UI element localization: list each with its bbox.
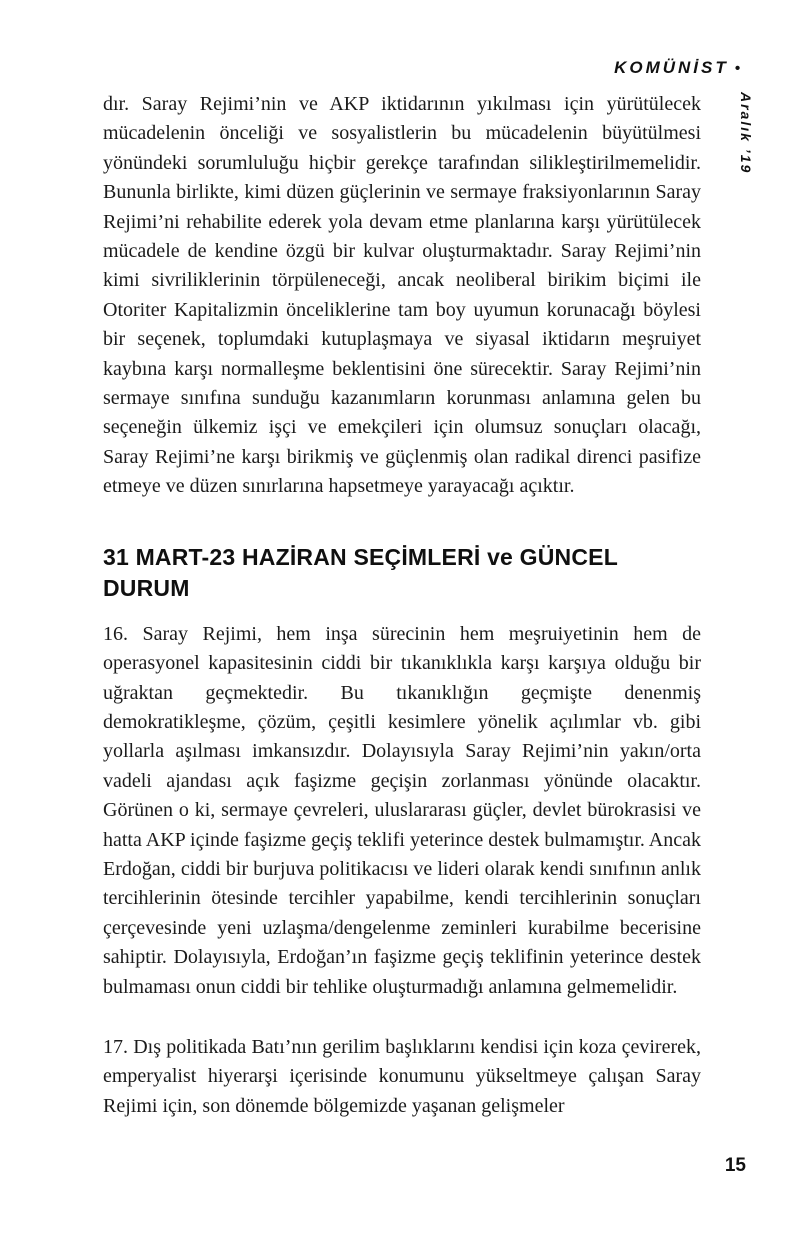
journal-title: KOMÜNİST (614, 58, 729, 77)
paragraph-continuation: dır. Saray Rejimi’nin ve AKP iktidarının yıkılması için yürütülecek mücadelenin önceliği ve sosyalistlerin bu mücadelenin büyütülmesi yönündeki sorumluluğu hiçbir gerekçe tarafından silikleştirilmemelidir. Bununla birlikte, kimi düzen güçlerinin ve sermaye fraksiyonlarının Saray Rejimi’ni rehabilite ederek yola devam etme planlarına karşı yürütülecek mücadele de kendine özgü bir kulvar oluşturmaktadır. Saray Rejimi’nin kimi sivriliklerinin törpüleneceği, ancak neoliberal birikim biçimi ile Otoriter Kapitalizmin önceliklerine tam boy uyumun korunacağı böylesi bir seçenek, toplumdaki kutuplaşmaya ve siyasal iktidarın meşruiyet kaybına karşı normalleşme beklentisini öne sürecektir. Saray Rejimi’nin sermaye sınıfına sunduğu kazanımların korunması anlamına gelen bu seçeneğin ülkemiz işçi ve emekçileri için olumsuz sonuçları olacağı, Saray Rejimi’ne karşı birikmiş ve güçlenmiş olan radikal direnci pasifize etmeye ve düzen sınırlarına hapsetmeye yarayacağı açıktır. (103, 93, 701, 498)
masthead-bullet-icon: • (734, 60, 740, 77)
issue-date: Aralık ’19 (738, 92, 754, 175)
paragraph-17: 17. Dış politikada Batı’nın gerilim başlıklarını kendisi için koza çevirerek, emperyalist hiyerarşi içerisinde konumunu yükseltmeye çalışan Saray Rejimi için, son dönemde bölgemizde yaşanan gelişmeler (103, 1035, 701, 1117)
journal-masthead (614, 58, 740, 78)
paragraph-16: 16. Saray Rejimi, hem inşa sürecinin hem meşruiyetinin hem de operasyonel kapasitesinin ciddi bir tıkanıklıkla karşı karşıya olduğu bir uğraktan geçmektedir. Bu tıkanıklığın geçmişte denenmiş demokratikleşme, çözüm, çeşitli kesimlere yönelik açılımlar vb. gibi yollarla aşılması imkansızdır. Dolayısıyla Saray Rejimi’nin yakın/orta vadeli ajandası açık faşizme geçişin zorlanması yönünde olacaktır. Görünen o ki, sermaye çevreleri, uluslararası güçler, devlet bürokrasisi ve hatta AKP içinde faşizme geçiş teklifi yeterince destek bulmamıştır. Ancak Erdoğan, ciddi bir burjuva politikacısı ve lideri olarak kendi sınıfının anlık tercihlerinin ötesinde tercihler yapabilme, kendi tercihlerinin sonuçları çerçevesinde yeni uzlaşma/dengelenme zeminleri kurabilme becerisine sahiptir. Dolayısıyla, Erdoğan’ın faşizme geçiş teklifinin yeterince destek bulmaması onun ciddi bir tehlike oluşturmadığı anlamına gelmemelidir. (103, 622, 701, 998)
section-heading: 31 MART-23 HAZİRAN SEÇİMLERİ ve GÜNCEL DURUM (103, 543, 618, 601)
page-number: 15 (724, 1155, 746, 1176)
page-content (103, 90, 701, 1121)
